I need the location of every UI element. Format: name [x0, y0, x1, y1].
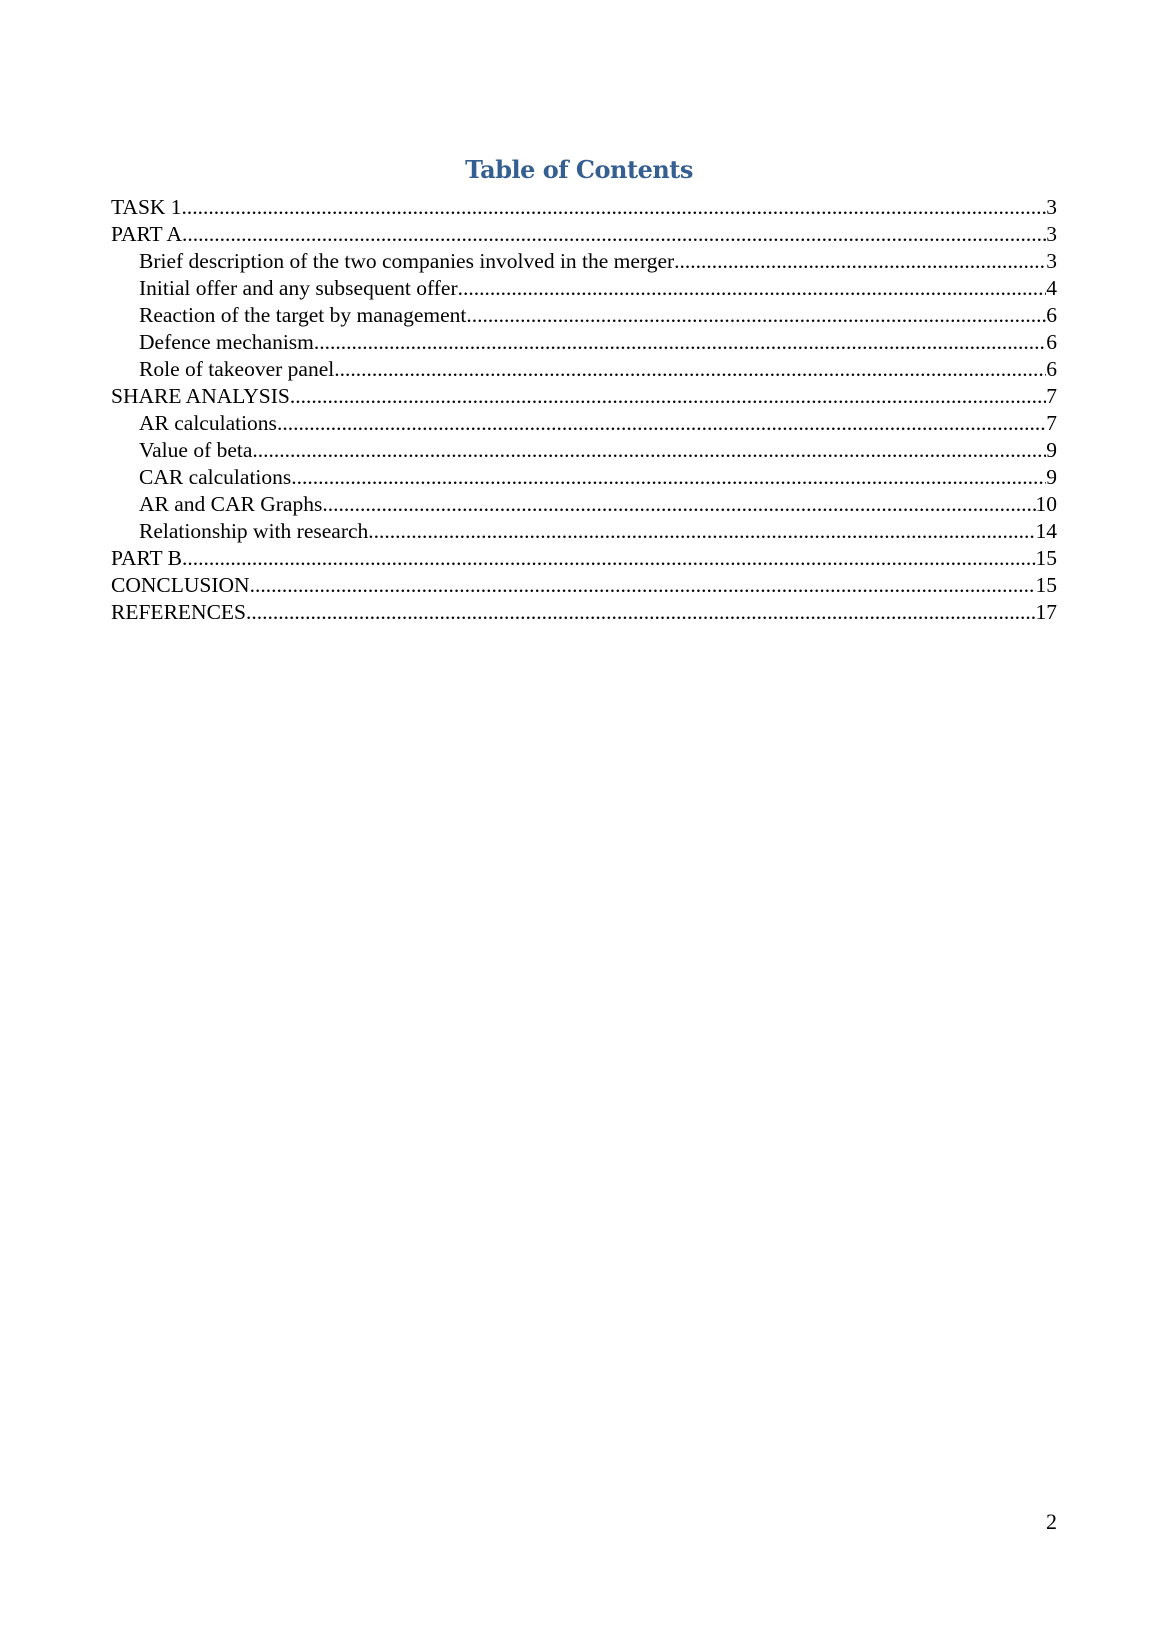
toc-dot-leader: [291, 464, 1046, 491]
toc-dot-leader: [250, 572, 1036, 599]
toc-entry-page: 6: [1046, 303, 1057, 327]
toc-dot-leader: [290, 383, 1046, 410]
toc-entry-value-of-beta[interactable]: [111, 437, 1057, 464]
toc-dot-leader: [246, 599, 1036, 626]
toc-dot-leader: [314, 329, 1046, 356]
toc-entry-page: 7: [1046, 384, 1057, 408]
toc-entry-task-1[interactable]: [111, 194, 1057, 221]
toc-entry-ar-calculations[interactable]: [111, 410, 1057, 437]
toc-entry-relationship-with-research[interactable]: [111, 518, 1057, 545]
toc-entry-page: 6: [1046, 357, 1057, 381]
toc-entry-page: 6: [1046, 330, 1057, 354]
toc-entry-page: 10: [1035, 492, 1057, 516]
toc-entry-page: 3: [1046, 195, 1057, 219]
toc-entry-page: 9: [1046, 438, 1057, 462]
table-of-contents: [111, 194, 1057, 626]
toc-dot-leader: [466, 302, 1046, 329]
toc-dot-leader: [182, 545, 1035, 572]
toc-entry-part-b[interactable]: [111, 545, 1057, 572]
toc-entry-page: 9: [1046, 465, 1057, 489]
toc-entry-share-analysis[interactable]: [111, 383, 1057, 410]
toc-entry-page: 7: [1046, 411, 1057, 435]
toc-entry-page: 3: [1046, 249, 1057, 273]
toc-entry-label: TASK 1: [111, 195, 182, 219]
toc-entry-initial-offer[interactable]: [111, 275, 1057, 302]
toc-dot-leader: [277, 410, 1046, 437]
toc-dot-leader: [182, 194, 1047, 221]
toc-entry-page: 15: [1035, 573, 1057, 597]
toc-entry-label: Brief description of the two companies involved in the merger: [139, 249, 675, 273]
toc-entry-label: Initial offer and any subsequent offer: [139, 276, 458, 300]
toc-dot-leader: [368, 518, 1035, 545]
toc-entry-part-a[interactable]: [111, 221, 1057, 248]
toc-entry-brief-description[interactable]: [111, 248, 1057, 275]
toc-entry-label: Reaction of the target by management: [139, 303, 467, 327]
toc-entry-label: Role of takeover panel: [139, 357, 335, 381]
toc-entry-role-of-takeover-panel[interactable]: [111, 356, 1057, 383]
page-number: 2: [1046, 1509, 1057, 1534]
toc-entry-page: 4: [1046, 276, 1057, 300]
toc-dot-leader: [674, 248, 1046, 275]
toc-entry-label: Defence mechanism: [139, 330, 314, 354]
toc-entry-label: CONCLUSION: [111, 573, 250, 597]
toc-entry-reaction-of-target[interactable]: [111, 302, 1057, 329]
toc-entry-label: Relationship with research: [139, 519, 369, 543]
toc-entry-conclusion[interactable]: [111, 572, 1057, 599]
toc-entry-label: PART A: [111, 222, 183, 246]
toc-entry-defence-mechanism[interactable]: [111, 329, 1057, 356]
toc-entry-label: AR and CAR Graphs: [139, 492, 323, 516]
toc-entry-references[interactable]: [111, 599, 1057, 626]
toc-entry-page: 3: [1046, 222, 1057, 246]
toc-entry-car-calculations[interactable]: [111, 464, 1057, 491]
toc-dot-leader: [182, 221, 1046, 248]
toc-entry-label: PART B: [111, 546, 183, 570]
toc-title: Table of Contents: [465, 155, 693, 184]
toc-entry-label: Value of beta: [139, 438, 253, 462]
toc-dot-leader: [458, 275, 1047, 302]
toc-dot-leader: [334, 356, 1046, 383]
toc-entry-label: REFERENCES: [111, 600, 246, 624]
toc-entry-label: AR calculations: [139, 411, 277, 435]
toc-entry-label: CAR calculations: [139, 465, 292, 489]
toc-entry-label: SHARE ANALYSIS: [111, 384, 290, 408]
toc-entry-ar-and-car-graphs[interactable]: [111, 491, 1057, 518]
toc-entry-page: 14: [1035, 519, 1057, 543]
toc-entry-page: 17: [1035, 600, 1057, 624]
toc-dot-leader: [252, 437, 1046, 464]
toc-dot-leader: [322, 491, 1035, 518]
toc-entry-page: 15: [1035, 546, 1057, 570]
